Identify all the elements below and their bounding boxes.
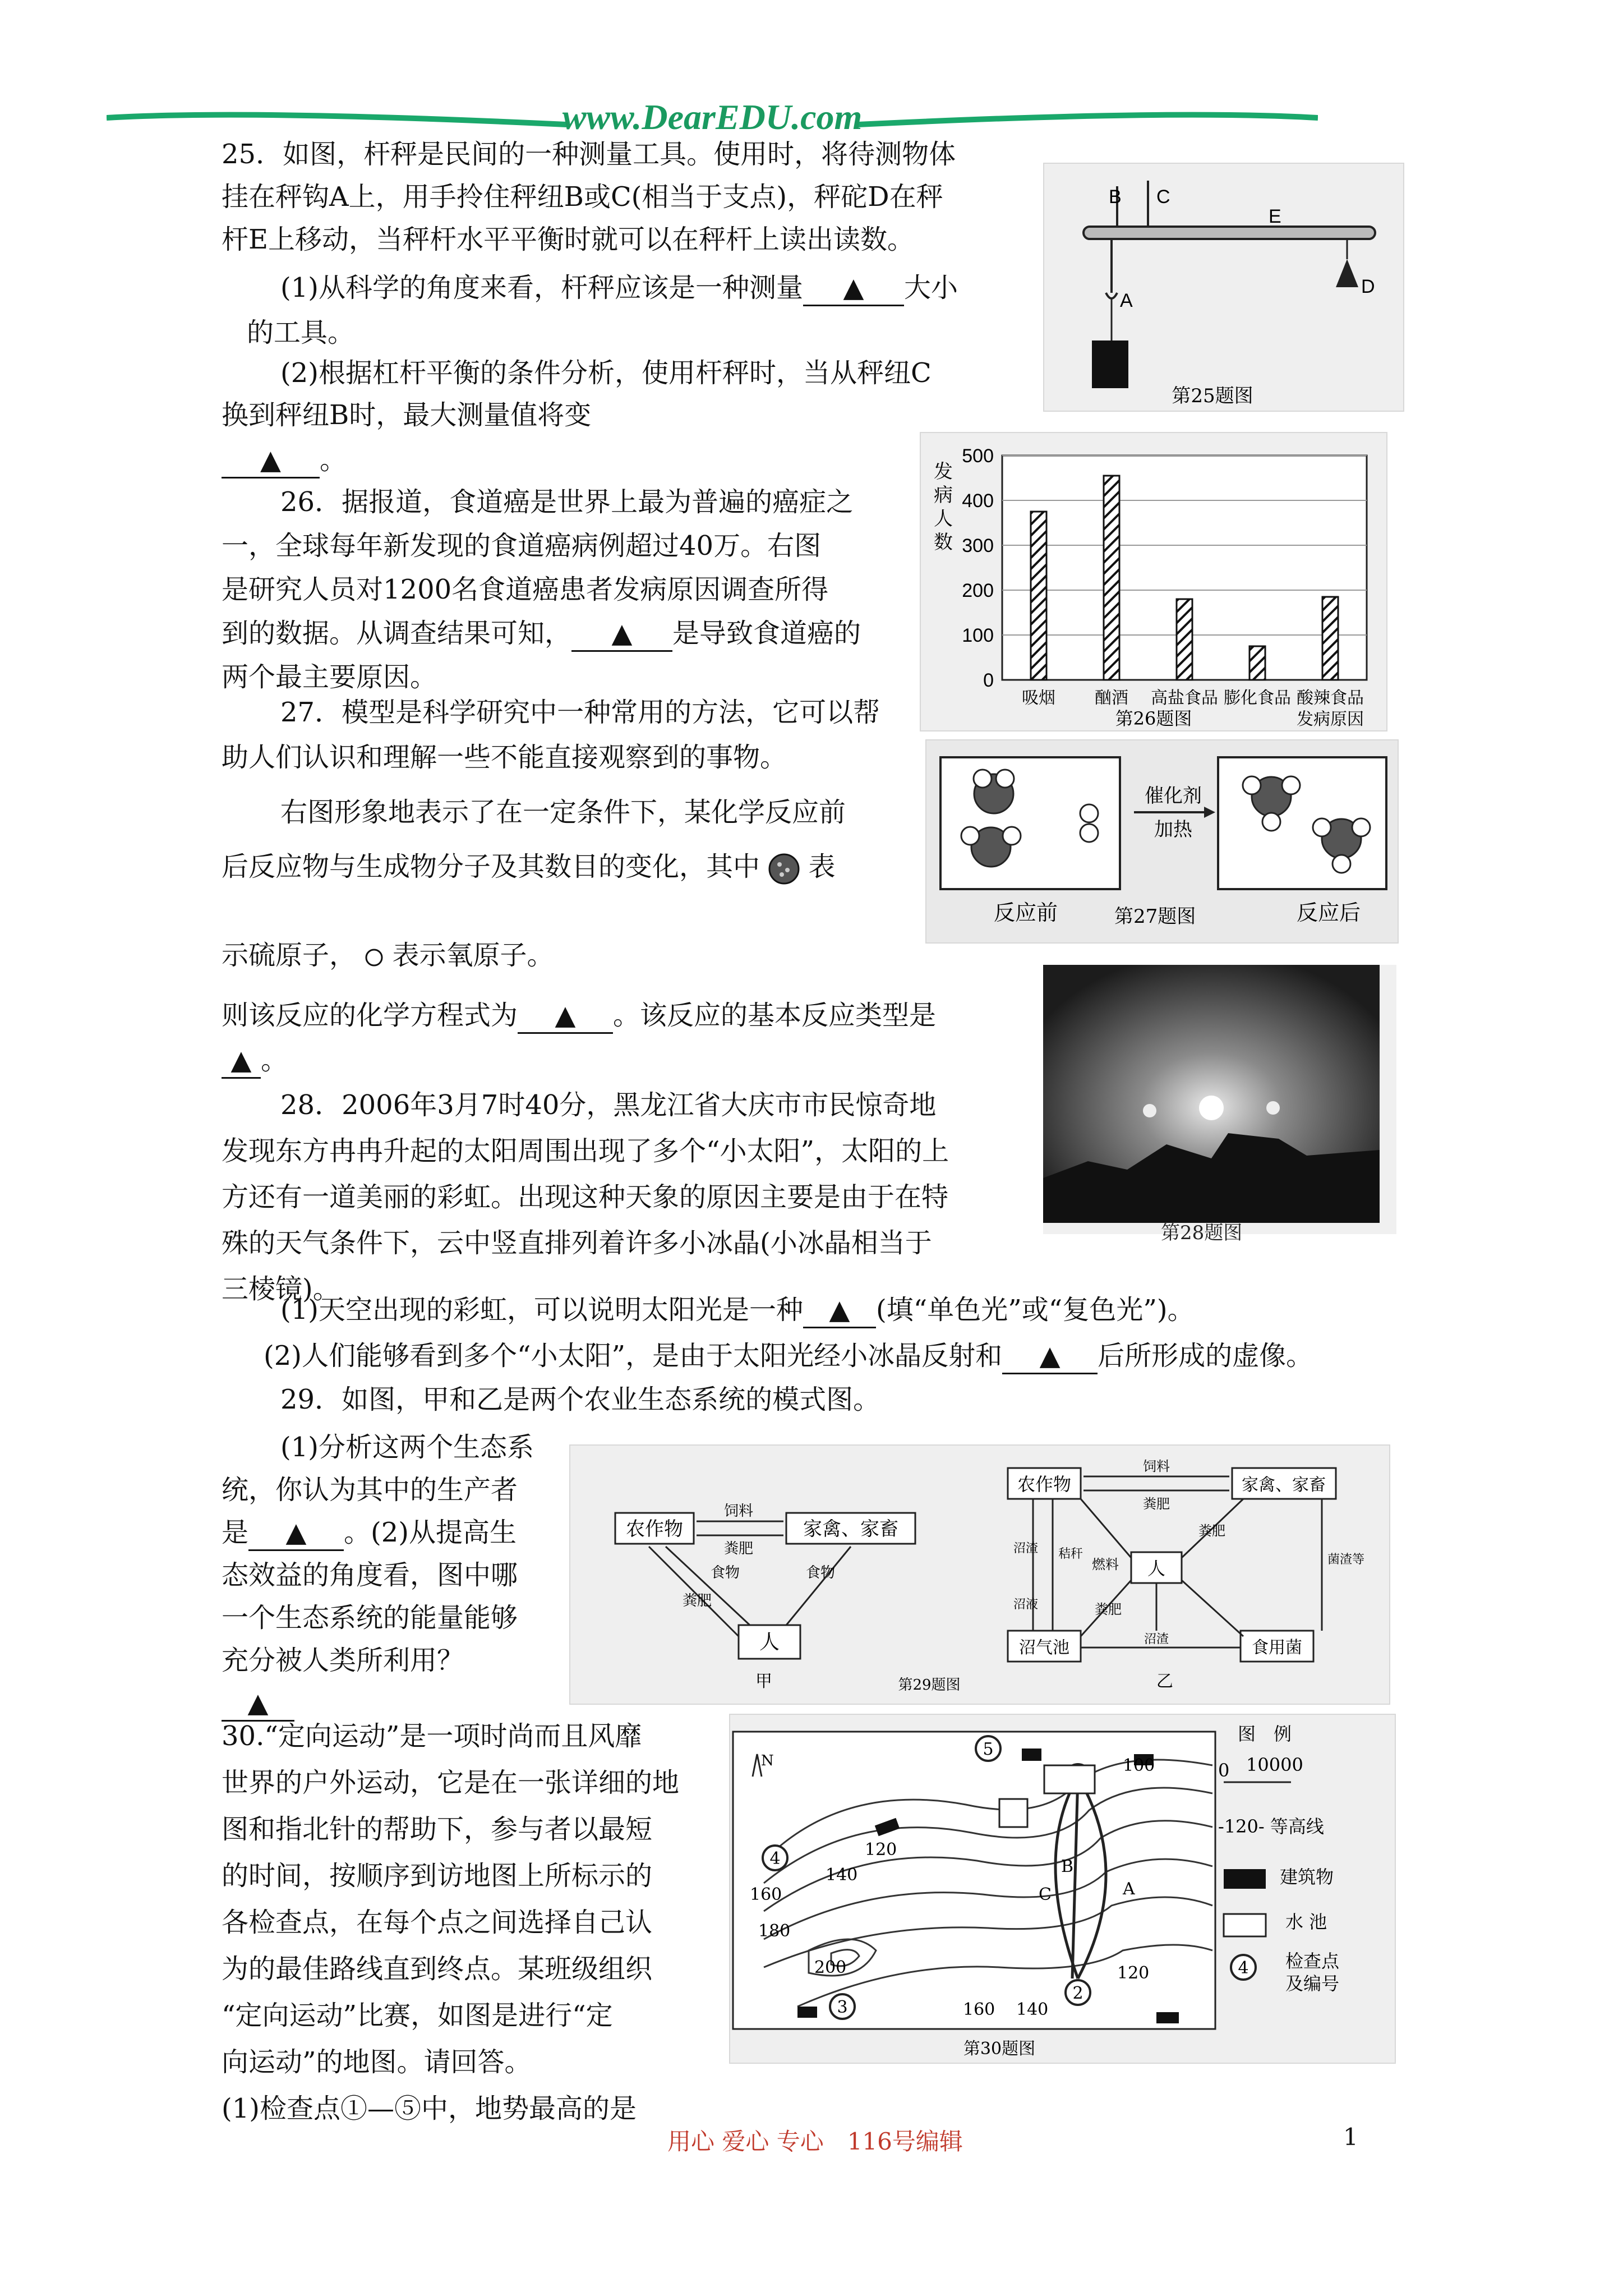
q28-part2: (2)人们能够看到多个“小太阳”，是由于太阳光经小冰晶反射和 ▲ 后所形成的虚像。	[264, 1336, 1313, 1375]
sulfur-atom-icon	[768, 853, 800, 885]
q27-line5: 示硫原子， 表示氧原子。	[222, 940, 554, 971]
yi-biogas: 沼气池	[1019, 1638, 1069, 1658]
svg-text:140: 140	[826, 1865, 858, 1885]
catalyst-label: 催化剂	[1145, 785, 1202, 807]
x-tick-label: 高盐食品	[1151, 688, 1218, 708]
orienteering-map	[730, 1715, 1395, 2063]
q27-line7: ▲ 。	[222, 1041, 288, 1080]
fig25-caption: 第25题图	[1172, 385, 1253, 407]
yi-fungi: 食用菌	[1252, 1638, 1302, 1658]
svg-text:秸秆: 秸秆	[1058, 1547, 1083, 1561]
y-axis-label: 发	[934, 461, 953, 483]
yi-human: 人	[1147, 1558, 1166, 1579]
bar-chart	[921, 433, 1386, 730]
oxygen-atom-icon	[365, 948, 384, 967]
q27-line4: 后反应物与生成物分子及其数目的变化，其中 表	[222, 847, 836, 886]
answer-blank[interactable]: ▲	[803, 271, 904, 306]
q28-text: 28．2006年3月7时40分，黑龙江省大庆市市民惊奇地 发现东方冉冉升起的太阳周围出现了多个“小太阳”，太阳的上 方还有一道美丽的彩虹。出现这种天象的原因主要是由于在特 殊的天气条件下，云中竖直排列着许多小冰晶(小冰晶相当于 三棱镜)。	[222, 1089, 949, 1305]
steelyard-figure	[1043, 163, 1404, 412]
svg-text:建筑物: 建筑物	[1280, 1866, 1334, 1888]
svg-text:200: 200	[814, 1958, 847, 1977]
bar	[1177, 599, 1192, 680]
y-tick-label: 300	[962, 535, 994, 556]
svg-text:及编号: 及编号	[1285, 1973, 1340, 1994]
svg-text:饲料: 饲料	[1143, 1458, 1170, 1474]
svg-text:沼液: 沼液	[1013, 1598, 1039, 1612]
svg-text:沼渣: 沼渣	[1013, 1542, 1039, 1556]
q25-part2-answer: ▲ 。	[222, 440, 347, 480]
svg-text:检查点: 检查点	[1285, 1950, 1340, 1972]
q27-text: 27．模型是科学研究中一种常用的方法，它可以帮 助人们认识和理解一些不能直接观察到的事物。 右图形象地表示了在一定条件下，某化学反应前	[222, 697, 880, 828]
answer-blank[interactable]: ▲	[518, 999, 613, 1034]
label-c: C	[1156, 186, 1170, 208]
jia-crops: 农作物	[626, 1518, 683, 1540]
svg-text:140: 140	[1016, 2000, 1049, 2019]
answer-blank[interactable]: ▲	[222, 1686, 294, 1722]
reaction-figure	[925, 739, 1399, 944]
q26-text: 26．据报道，食道癌是世界上最为普遍的癌症之 一，全球每年新发现的食道癌病例超过40万。右图 是研究人员对1200名食道癌患者发病原因调查所得 到的数据。从调查结果可知， ▲ 是导致食道癌的 两个最主要原因。	[222, 486, 861, 693]
bar-chart-figure	[920, 432, 1387, 731]
sun-photo-figure	[1043, 965, 1396, 1244]
footer-text: 用心 爱心 专心 116号编辑	[667, 2128, 963, 2155]
x-tick-label: 吸烟	[1022, 688, 1055, 708]
svg-text:2: 2	[1072, 1984, 1083, 2003]
x-tick-label: 酸辣食品	[1297, 688, 1364, 708]
y-axis-label: 数	[934, 531, 953, 554]
bar	[1322, 597, 1338, 680]
svg-text:饲料: 饲料	[723, 1503, 754, 1520]
svg-text:4: 4	[1238, 1958, 1249, 1978]
fig28-caption: 第28题图	[1161, 1222, 1243, 1244]
reaction-diagram	[926, 740, 1398, 942]
svg-text:N: N	[761, 1752, 774, 1769]
svg-text:160: 160	[963, 2000, 995, 2019]
answer-blank[interactable]: ▲	[803, 1293, 876, 1328]
page-number: 1	[1343, 2123, 1358, 2151]
header-site: www.DearEDU.com	[562, 97, 863, 137]
fig29-caption: 第29题图	[898, 1677, 961, 1694]
fig26-caption: 第26题图	[1115, 708, 1192, 729]
svg-text:120: 120	[1117, 1963, 1150, 1983]
label-e: E	[1269, 206, 1281, 227]
orienteering-map-figure	[729, 1714, 1396, 2064]
svg-text:5: 5	[983, 1740, 994, 1759]
label-d: D	[1361, 276, 1375, 297]
y-tick-label: 100	[962, 625, 994, 646]
answer-blank[interactable]: ▲	[1002, 1339, 1098, 1374]
q27-line6: 则该反应的化学方程式为 ▲ 。该反应的基本反应类型是	[222, 996, 936, 1035]
svg-text:A: A	[1123, 1879, 1135, 1899]
q29-text: (1)分析这两个生态系 统，你认为其中的生产者 是 ▲ 。(2)从提高生 态效益的角度看，图中哪 一个生态系统的能量能够 充分被人类所利用？ ▲	[222, 1428, 534, 1723]
svg-text:粪肥: 粪肥	[1198, 1523, 1225, 1539]
after-label: 反应后	[1297, 900, 1361, 925]
svg-text:0: 0	[1218, 1760, 1230, 1781]
svg-text:100: 100	[1123, 1756, 1155, 1775]
bar	[1249, 646, 1265, 680]
svg-text:-120- 等高线: -120- 等高线	[1218, 1816, 1324, 1837]
y-tick-label: 0	[983, 670, 994, 691]
answer-blank[interactable]: ▲	[222, 443, 320, 478]
fig27-caption: 第27题图	[1114, 905, 1196, 928]
svg-text:10000: 10000	[1246, 1754, 1303, 1775]
svg-text:粪肥: 粪肥	[723, 1540, 754, 1557]
jia-livestock: 家禽、家畜	[803, 1518, 898, 1540]
yi-livestock: 家禽、家畜	[1242, 1475, 1326, 1495]
svg-text:水 池: 水 池	[1285, 1911, 1327, 1932]
x-tick-label: 酗酒	[1095, 688, 1128, 708]
label-b: B	[1109, 186, 1122, 208]
svg-text:160: 160	[750, 1885, 782, 1904]
svg-text:菌渣等: 菌渣等	[1327, 1553, 1365, 1567]
svg-text:B: B	[1061, 1857, 1074, 1876]
sun-photo	[1043, 965, 1396, 1234]
q25-part1-end: 的工具。	[247, 317, 355, 348]
q29-title: 29．如图，甲和乙是两个农业生态系统的模式图。	[280, 1384, 880, 1415]
bar	[1031, 512, 1046, 680]
svg-text:燃料: 燃料	[1092, 1557, 1119, 1572]
svg-text:3: 3	[837, 1998, 848, 2017]
jia-label: 甲	[755, 1672, 772, 1691]
svg-text:食物: 食物	[711, 1565, 740, 1581]
svg-text:C: C	[1039, 1885, 1052, 1904]
y-tick-label: 400	[962, 490, 994, 512]
q30-text: 30.“定向运动”是一项时尚而且风靡 世界的户外运动，它是在一张详细的地 图和指北针的帮助下，参与者以最短 的时间，按顺序到访地图上所标示的 各检查点，在每个点之间选择自己认 为的最佳路线直到终点。某班级组织 “定向运动”比赛，如图是进行“定 向运动”的地图。请回答。 (1)检查点①—⑤中，地势最高的是	[222, 1720, 680, 2124]
q25-part1: (1)从科学的角度来看，杆秤应该是一种测量 ▲ 大小	[280, 268, 958, 307]
svg-text:120: 120	[865, 1840, 897, 1860]
svg-text:粪肥: 粪肥	[683, 1593, 712, 1609]
y-tick-label: 200	[962, 580, 994, 601]
jia-human: 人	[759, 1631, 780, 1654]
yi-label: 乙	[1156, 1672, 1173, 1691]
q25-part2: (2)根据杠杆平衡的条件分析，使用杆秤时，当从秤纽C	[280, 357, 932, 389]
q28-part1: (1)天空出现的彩虹，可以说明太阳光是一种 ▲ (填“单色光”或“复色光”)。	[280, 1290, 1195, 1329]
label-a: A	[1120, 290, 1133, 311]
svg-text:食物: 食物	[806, 1565, 836, 1581]
answer-blank[interactable]: ▲	[571, 616, 672, 652]
x-tick-label: 膨化食品	[1224, 688, 1291, 708]
x-axis-label: 发病原因	[1297, 710, 1364, 729]
svg-text:4: 4	[769, 1849, 781, 1869]
y-axis-label: 人	[934, 508, 953, 530]
yi-crops: 农作物	[1017, 1474, 1072, 1495]
heat-label: 加热	[1154, 818, 1192, 841]
bar	[1104, 476, 1119, 680]
q25-text: 25．如图，杆秤是民间的一种测量工具。使用时，将待测物体 挂在秤钩A上，用手拎住秤纽B或C(相当于支点)，秤砣D在秤 杆E上移动，当秤杆水平平衡时就可以在秤杆上读出读数。	[222, 139, 956, 255]
before-label: 反应前	[994, 900, 1058, 925]
svg-text:图 例: 图 例	[1238, 1723, 1292, 1745]
steelyard-diagram	[1044, 164, 1403, 411]
answer-blank[interactable]: ▲	[222, 1043, 261, 1079]
ecosystem-diagram	[570, 1446, 1389, 1704]
svg-text:180: 180	[758, 1921, 791, 1941]
svg-text:沼渣: 沼渣	[1144, 1632, 1169, 1646]
svg-text:粪肥: 粪肥	[1143, 1496, 1170, 1512]
ecosystem-figure	[569, 1444, 1390, 1705]
svg-text:粪肥: 粪肥	[1095, 1602, 1122, 1617]
q25-part2-b: 换到秤纽B时，最大测量值将变	[222, 399, 592, 431]
y-axis-label: 病	[934, 484, 953, 507]
answer-blank[interactable]: ▲	[248, 1516, 344, 1551]
y-tick-label: 500	[962, 445, 994, 467]
fig30-caption: 第30题图	[963, 2039, 1036, 2059]
